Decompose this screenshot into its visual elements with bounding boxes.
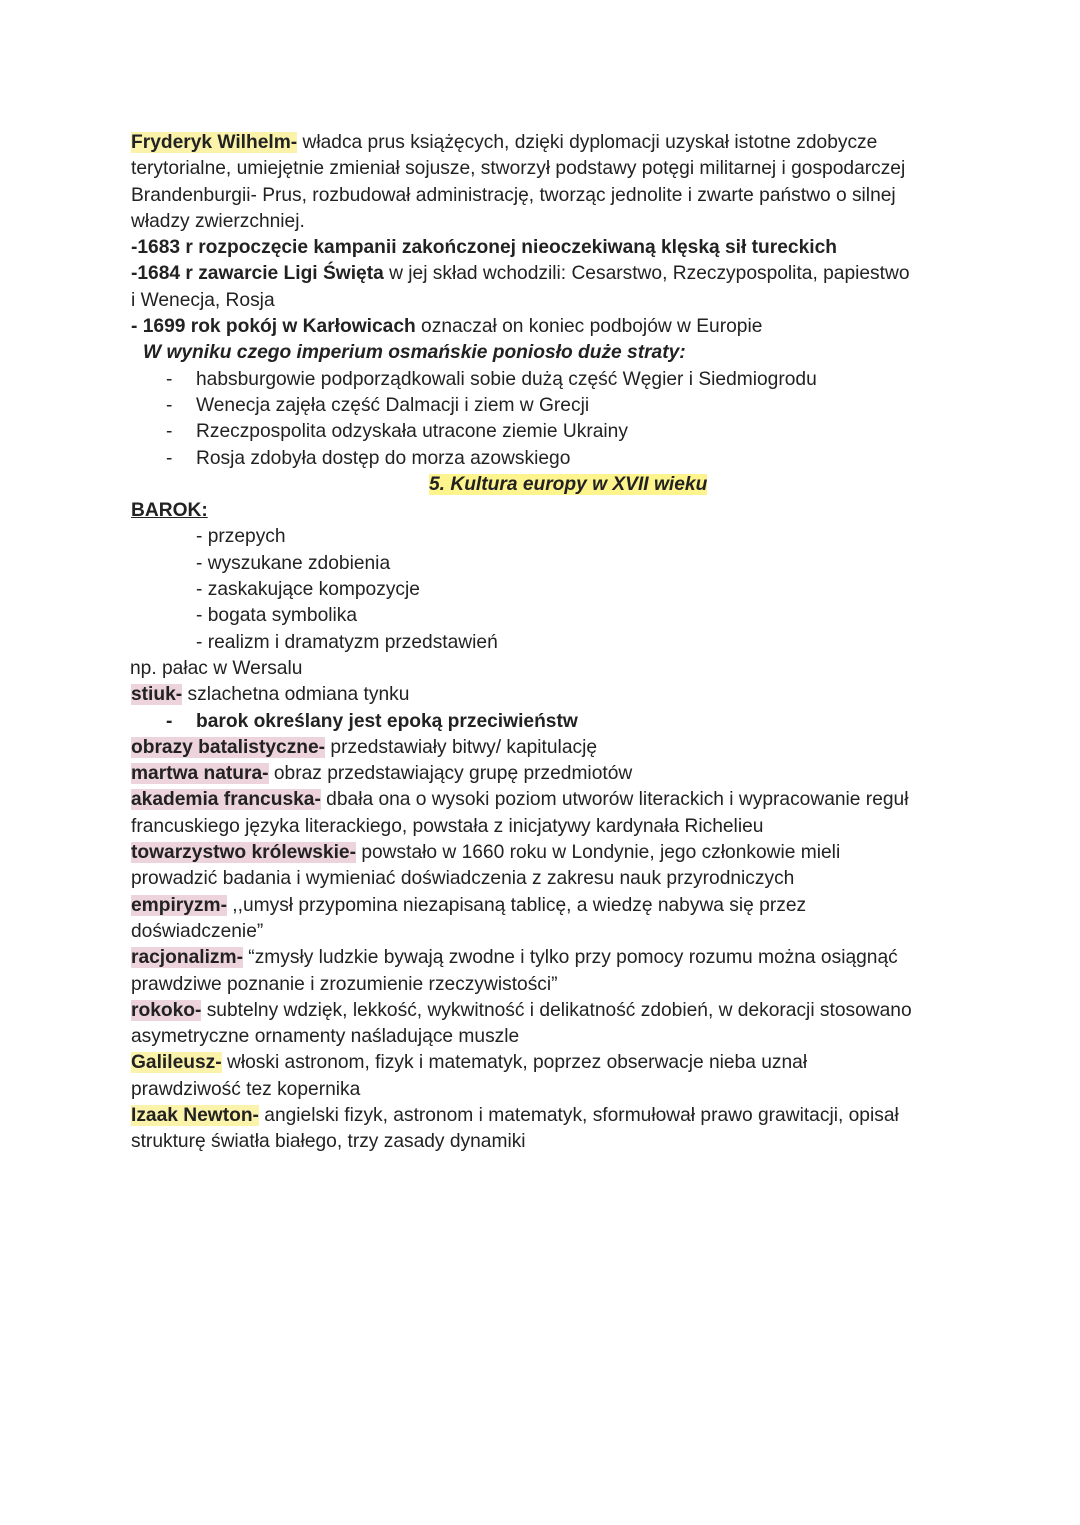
term-racjonalizm: racjonalizm- [131,947,243,969]
barok-example: np. pałac w Wersalu [130,657,303,679]
event-1699-title: - 1699 rok pokój w Karłowicach [131,316,416,338]
event-1683: -1683 r rozpoczęcie kampanii zakończonej nieoczekiwaną klęską sił tureckich [131,237,837,259]
def-newton: angielski fizyk, astronom i matematyk, sformułował prawo grawitacji, opisał [258,1104,899,1126]
event-1684-line-2: i Wenecja, Rosja [131,289,275,311]
def-galileusz: włoski astronom, fizyk i matematyk, poprzez obserwacje nieba uznał [221,1052,808,1074]
fryderyk-line-3: Brandenburgii- Prus, rozbudował administrację, tworząc jednolite i zwarte państwo o silnej [131,184,896,206]
event-1684-title: -1684 r zawarcie Ligi Święta [131,263,384,285]
term-row-batalistyczne [131,735,961,761]
term-akademia: akademia francuska- [131,789,321,811]
term-empiryzm: empiryzm- [131,894,227,916]
def-newton-cont: strukturę światła białego, trzy zasady dynamiki [131,1131,526,1153]
term-batalistyczne: obrazy batalistyczne- [131,736,326,758]
term-row-akademia [131,787,961,813]
event-1684 [131,261,961,287]
stiuk-def: szlachetna odmiana tynku [182,684,410,706]
epoch-note [131,709,961,735]
def-batalistyczne: przedstawiały bitwy/ kapitulację [325,736,598,758]
term-newton: Izaak Newton- [131,1104,259,1126]
def-martwa-natura: obraz przedstawiający grupę przedmiotów [268,763,633,785]
barok-feature: - przepych [196,526,286,548]
dash-bullet: - [166,421,173,443]
def-racjonalizm-cont: prawdziwe poznanie i zrozumienie rzeczywistości” [131,973,558,995]
term-stiuk: stiuk- [131,684,183,706]
loss-item [131,367,961,393]
loss-item [131,419,961,445]
section-heading-row [131,472,961,498]
term-row-racjonalizm [131,945,961,971]
term-row-towarzystwo [131,840,961,866]
dash-bullet: - [166,368,173,390]
event-1684-desc: w jej skład wchodzili: Cesarstwo, Rzeczypospolita, papiestwo [383,263,910,285]
term-row-martwa-natura [131,761,961,787]
event-1699-desc: oznaczał on koniec podbojów w Europie [415,316,763,338]
def-rokoko: subtelny wdzięk, lekkość, wykwitność i delikatność zdobień, w dekoracji stosowano [201,999,912,1021]
fryderyk-line-2: terytorialne, umiejętnie zmieniał sojusze, stworzył podstawy potęgi militarnej i gospodarczej [131,158,906,180]
barok-feature: - wyszukane zdobienia [196,552,391,574]
event-1699 [131,314,961,340]
loss-text: habsburgowie podporządkowali sobie dużą część Węgier i Siedmiogrodu [196,368,817,390]
def-rokoko-cont: asymetryczne ornamenty naśladujące muszle [131,1026,520,1048]
def-galileusz-cont: prawdziwość tez kopernika [131,1078,361,1100]
barok-feature: - bogata symbolika [196,605,358,627]
term-row-empiryzm [131,893,961,919]
def-towarzystwo: powstało w 1660 roku w Londynie, jego członkowie mieli [356,842,841,864]
dash-bullet: - [166,710,173,732]
fryderyk-def-1: władca prus książęcych, dzięki dyplomacji uzyskał istotne zdobycze [297,132,878,153]
result-heading: W wyniku czego imperium osmańskie poniosło duże straty: [143,342,686,364]
barok-feature: - realizm i dramatyzm przedstawień [196,631,498,653]
fryderyk-line-4: władzy zwierzchniej. [131,210,305,232]
fryderyk-line-1 [131,130,961,156]
term-towarzystwo: towarzystwo królewskie- [131,842,356,864]
term-martwa-natura: martwa natura- [131,763,269,785]
loss-text: Wenecja zajęła część Dalmacji i ziem w Grecji [196,394,590,416]
def-akademia: dbała ona o wysoki poziom utworów literackich i wypracowanie reguł [320,789,909,811]
term-galileusz: Galileusz- [131,1052,222,1074]
def-akademia-cont: francuskiego języka literackiego, powstała z inicjatywy kardynała Richelieu [131,815,764,837]
loss-item [131,393,961,419]
loss-text: Rosja zdobyła dostęp do morza azowskiego [196,447,571,469]
def-towarzystwo-cont: prowadzić badania i wymieniać doświadczenia z zakresu nauk przyrodniczych [131,868,795,890]
epoch-note-text: barok określany jest epoką przeciwieństw [196,710,578,732]
term-row-rokoko [131,998,961,1024]
dash-bullet: - [166,394,173,416]
term-row-newton [131,1103,961,1129]
barok-feature: - zaskakujące kompozycje [196,579,420,601]
def-empiryzm: ,,umysł przypomina niezapisaną tablicę, a wiedzę nabywa się przez [226,894,807,916]
document-page [131,130,961,1156]
def-empiryzm-cont: doświadczenie” [131,920,264,942]
barok-title: BAROK: [131,500,208,522]
loss-text: Rzeczpospolita odzyskała utracone ziemie Ukrainy [196,421,628,443]
term-fryderyk: Fryderyk Wilhelm- [131,132,298,153]
loss-item [131,446,961,472]
stiuk-line [131,682,961,708]
def-racjonalizm: “zmysły ludzkie bywają zwodne i tylko przy pomocy rozumu można osiągnąć [242,947,898,969]
dash-bullet: - [166,447,173,469]
section-heading: 5. Kultura europy w XVII wieku [429,473,708,495]
term-rokoko: rokoko- [131,999,202,1021]
term-row-galileusz [131,1050,961,1076]
